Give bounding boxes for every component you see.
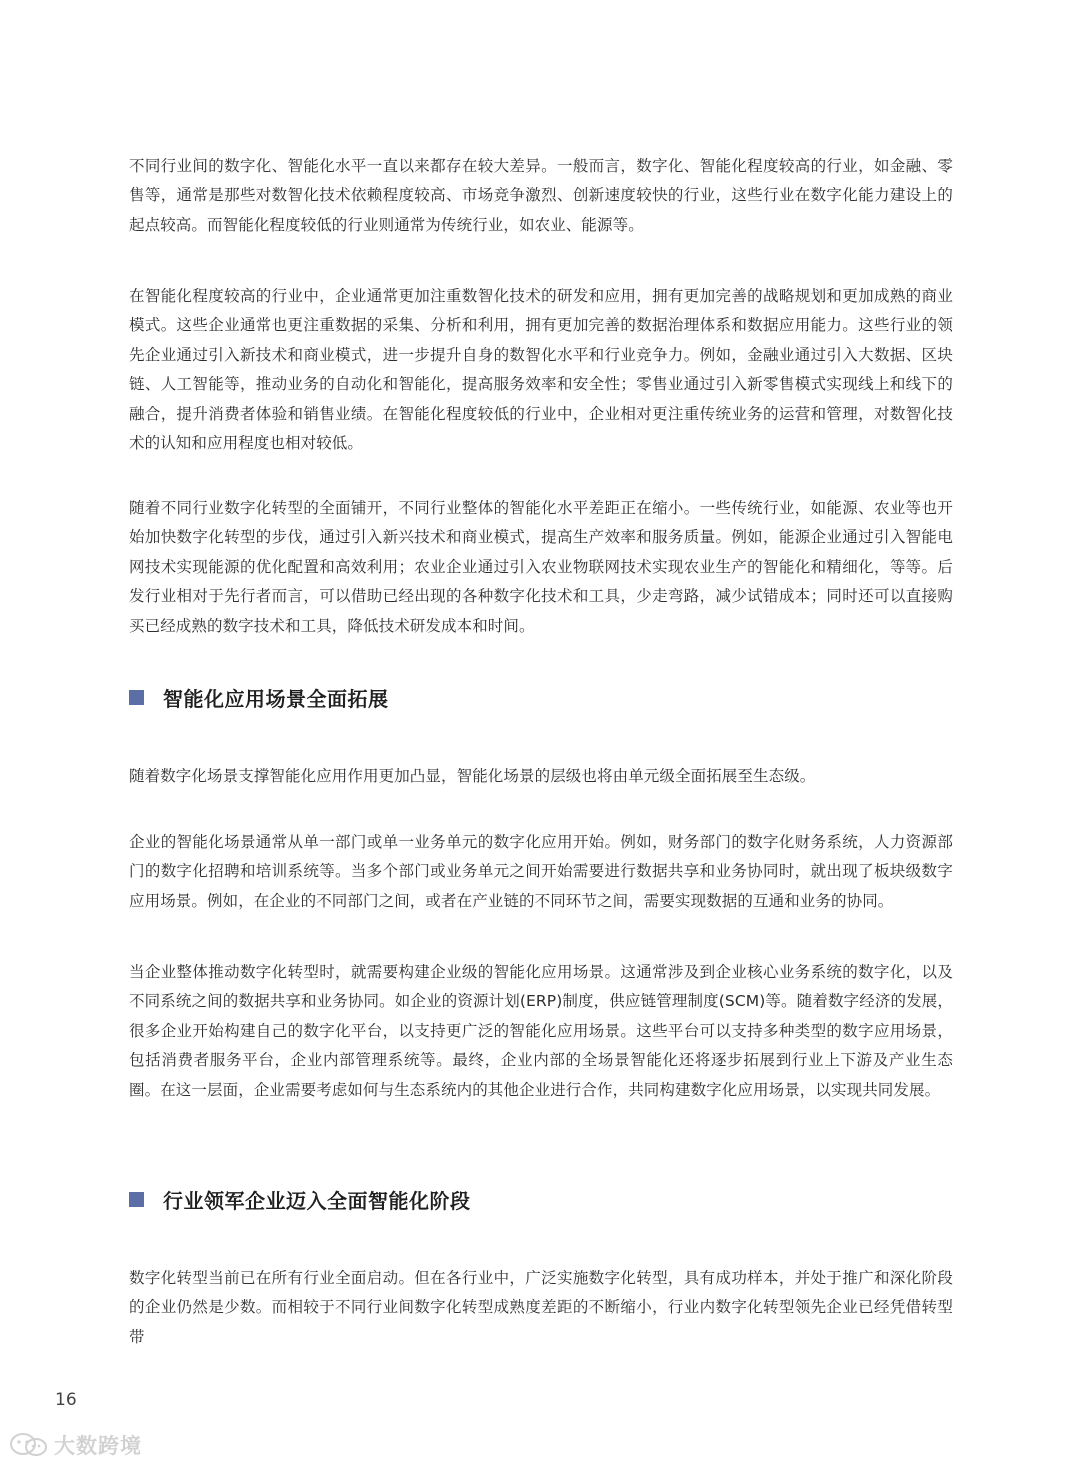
- paragraph-department-scenarios: 企业的智能化场景通常从单一部门或单一业务单元的数字化应用开始。例如，财务部门的数字化财务系统，人力资源部门的数字化招聘和培训系统等。当多个部门或业务单元之间开始需要进行数据共享和业务协同时，就出现了板块级数字应用场景。例如，在企业的不同部门之间，或者在产业链的不同环节之间，需要实现数据的互通和业务的协同。: [129, 833, 953, 910]
- section-heading-leaders: [129, 1184, 471, 1214]
- square-bullet-icon: [129, 690, 144, 705]
- watermark: [8, 1430, 142, 1460]
- paragraph-enterprise-scenarios: 当企业整体推动数字化转型时，就需要构建企业级的智能化应用场景。这通常涉及到企业核心业务系统的数字化，以及不同系统之间的数据共享和业务协同。如企业的资源计划(ERP)制度，供应链管理制度(SCM)等。随着数字经济的发展，很多企业开始构建自己的数字化平台，以支持更广泛的智能化应用场景。这些平台可以支持多种类型的数字应用场景，包括消费者服务平台，企业内部管理系统等。最终，企业内部的全场景智能化还将逐步拓展到行业上下游及产业生态圈。在这一层面，企业需要考虑如何与生态系统内的其他企业进行合作，共同构建数字化应用场景，以实现共同发展。: [129, 963, 953, 1099]
- paragraph-industry-differences: 不同行业间的数字化、智能化水平一直以来都存在较大差异。一般而言，数字化、智能化程度较高的行业，如金融、零售等，通常是那些对数智化技术依赖程度较高、市场竞争激烈、创新速度较快的行业，这些行业在数字化能力建设上的起点较高。而智能化程度较低的行业则通常为传统行业，如农业、能源等。: [129, 157, 953, 234]
- paragraph-high-intelligence-industries: 在智能化程度较高的行业中，企业通常更加注重数智化技术的研发和应用，拥有更加完善的战略规划和更加成熟的商业模式。这些企业通常也更注重数据的采集、分析和利用，拥有更加完善的数据治理体系和数据应用能力。这些行业的领先企业通过引入新技术和商业模式，进一步提升自身的数智化水平和行业竞争力。例如，金融业通过引入大数据、区块链、人工智能等，推动业务的自动化和智能化，提高服务效率和安全性；零售业通过引入新零售模式实现线上和线下的融合，提升消费者体验和销售业绩。在智能化程度较低的行业中，企业相对更注重传统业务的运营和管理，对数智化技术的认知和应用程度也相对较低。: [129, 287, 953, 453]
- wechat-logo-icon: [8, 1431, 52, 1459]
- paragraph-gap-narrowing: 随着不同行业数字化转型的全面铺开，不同行业整体的智能化水平差距正在缩小。一些传统行业，如能源、农业等也开始加快数字化转型的步伐，通过引入新兴技术和商业模式，提高生产效率和服务质量。例如，能源企业通过引入智能电网技术实现能源的优化配置和高效利用；农业企业通过引入农业物联网技术实现农业生产的智能化和精细化，等等。后发行业相对于先行者而言，可以借助已经出现的各种数字化技术和工具，少走弯路，减少试错成本；同时还可以直接购买已经成熟的数字技术和工具，降低技术研发成本和时间。: [129, 499, 953, 635]
- paragraph-scenario-levels: 随着数字化场景支撑智能化应用作用更加凸显，智能化场景的层级也将由单元级全面拓展至生态级。: [129, 767, 816, 785]
- section-heading-scenarios: [129, 682, 389, 712]
- paragraph-leading-enterprises: 数字化转型当前已在所有行业全面启动。但在各行业中，广泛实施数字化转型，具有成功样本，并处于推广和深化阶段的企业仍然是少数。而相较于不同行业间数字化转型成熟度差距的不断缩小，行业内数字化转型领先企业已经凭借转型带: [129, 1269, 953, 1346]
- section-heading-title: 行业领军企业迈入全面智能化阶段: [163, 1188, 471, 1213]
- section-heading-title: 智能化应用场景全面拓展: [163, 686, 389, 711]
- page-number: 16: [55, 1390, 77, 1410]
- watermark-text: 大数跨境: [54, 1434, 142, 1458]
- square-bullet-icon: [129, 1192, 144, 1207]
